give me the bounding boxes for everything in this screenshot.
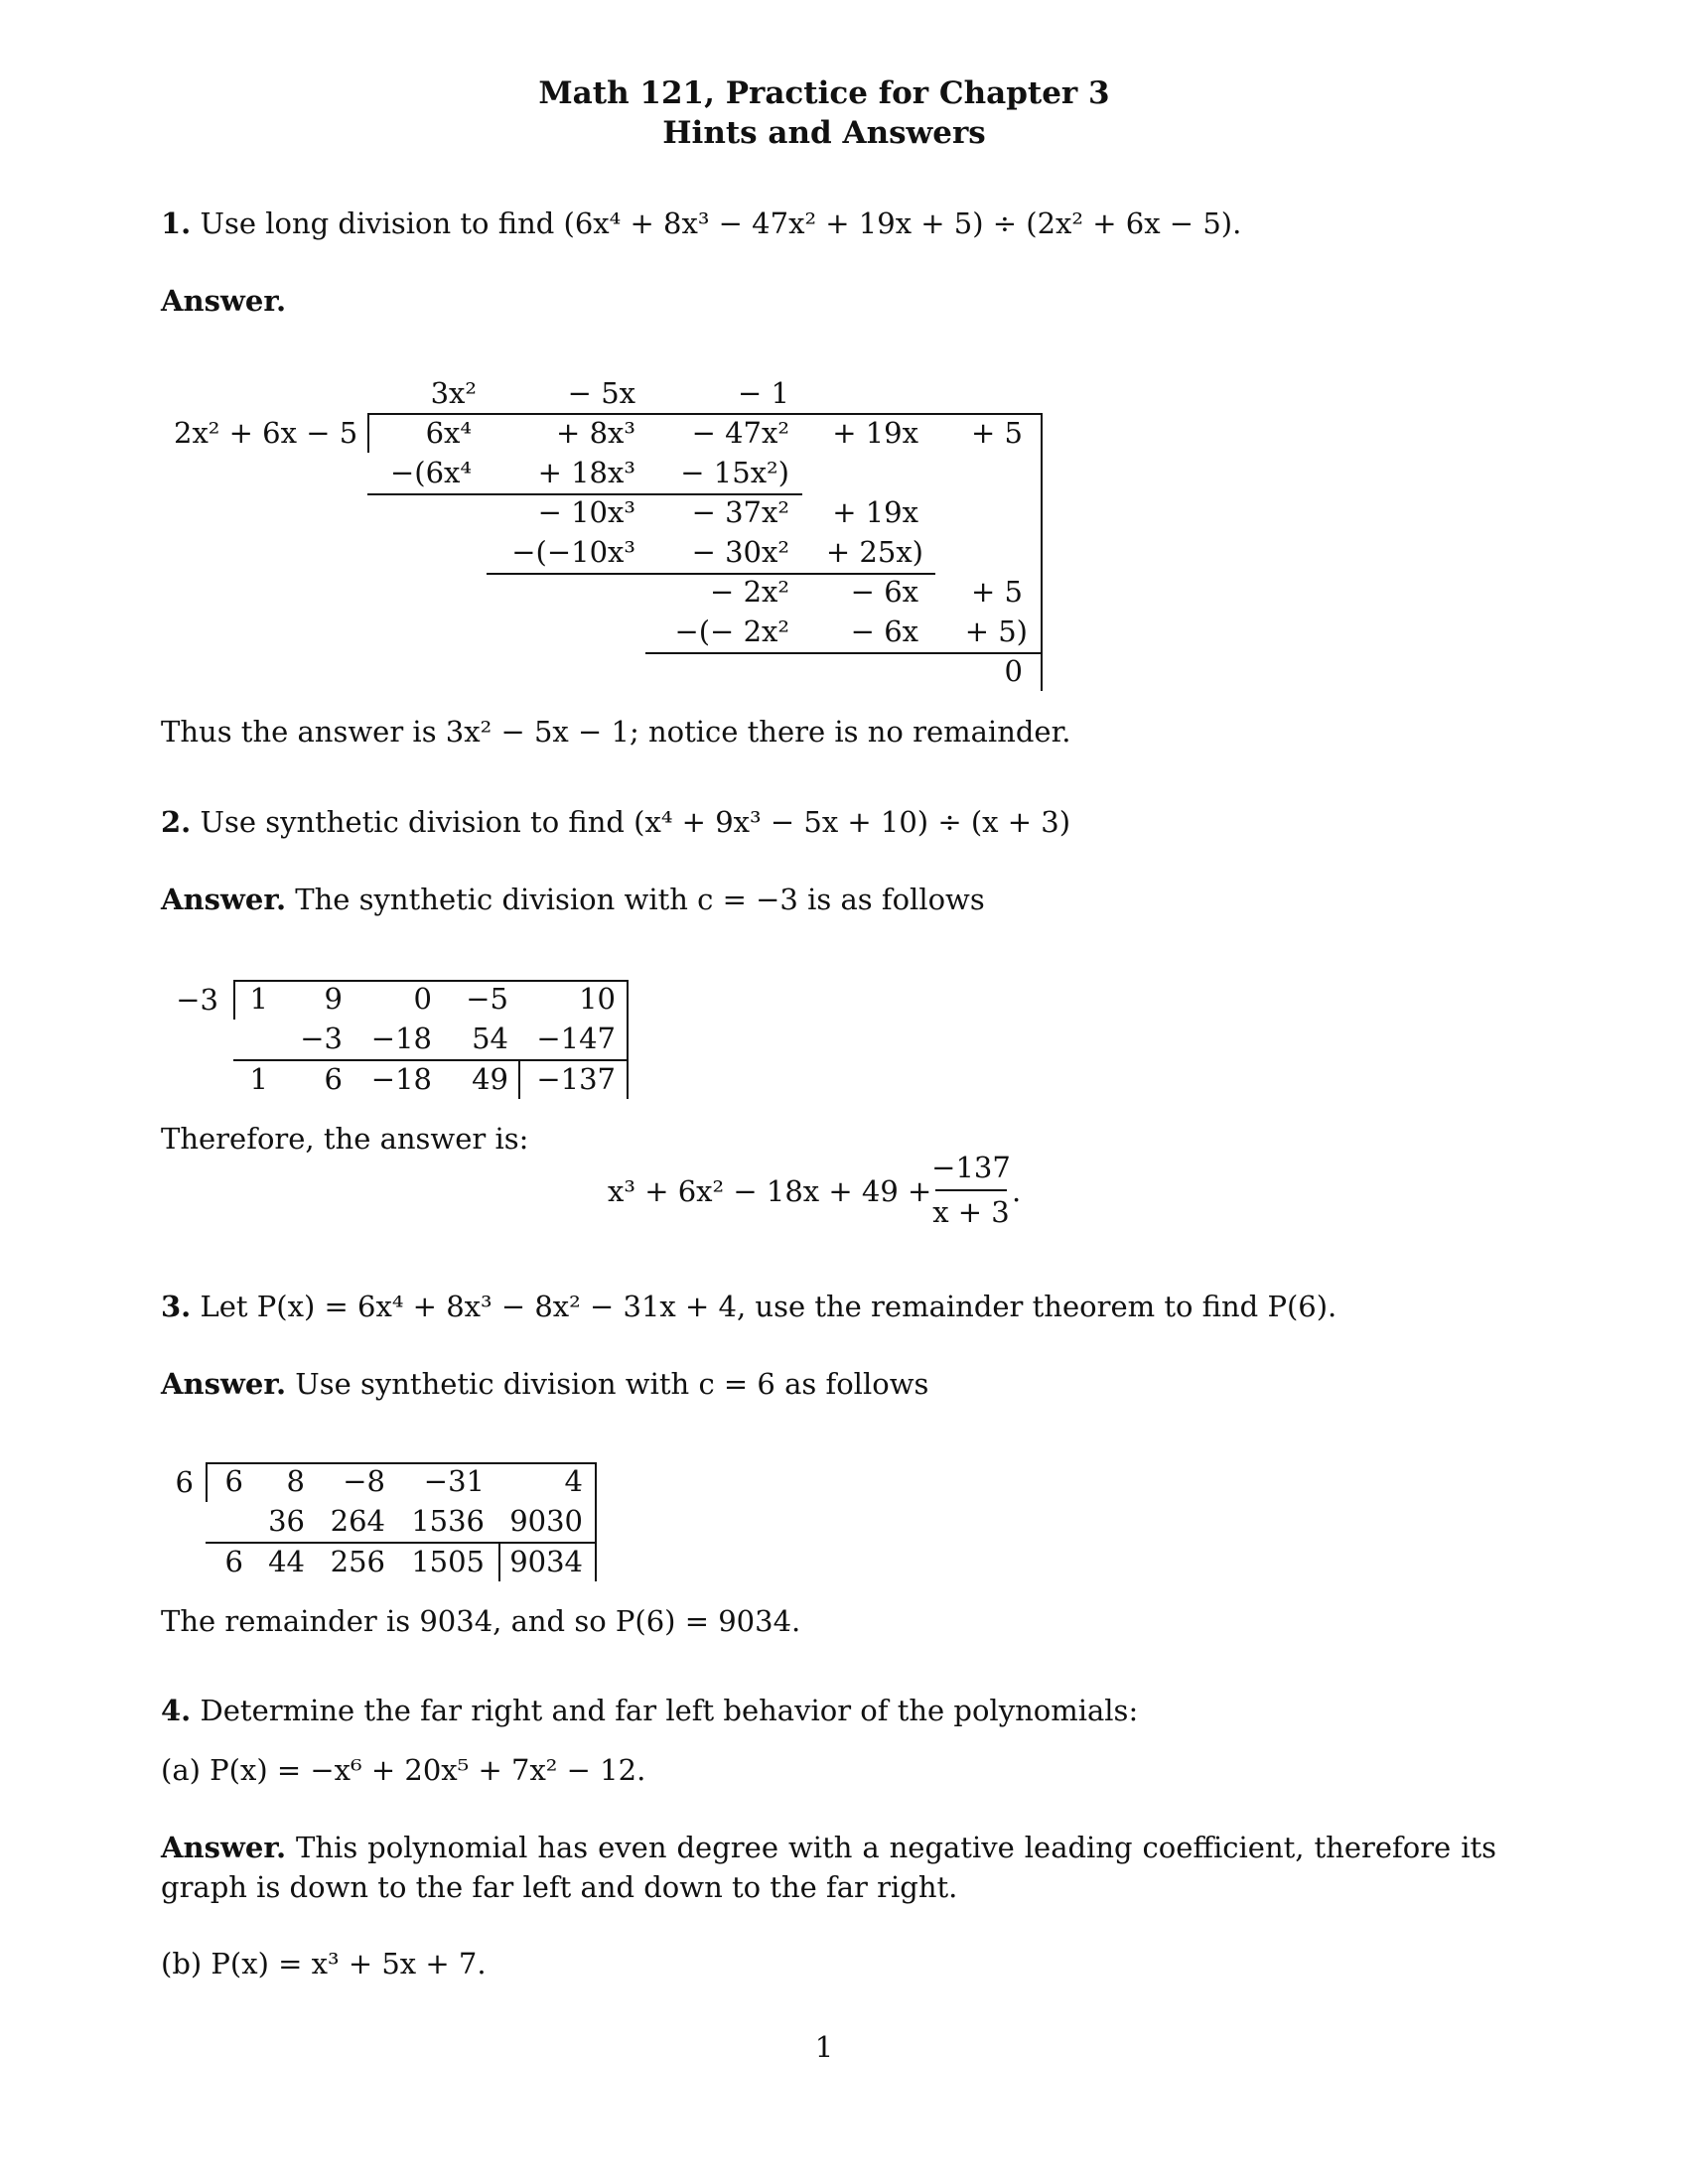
answer-label: Answer. (161, 1831, 287, 1864)
subtraction-term: −(6x⁴ (389, 456, 472, 489)
page-number: 1 (814, 2030, 834, 2064)
table-cell: 9030 (509, 1504, 583, 1538)
division-bracket-right (1041, 413, 1043, 691)
question-number: 1. (161, 206, 192, 240)
table-rule (498, 1542, 500, 1581)
remainder-term: + 5 (971, 575, 1023, 609)
dividend-term: + 19x (832, 416, 918, 450)
question-1 (161, 204, 1496, 243)
result-polynomial: x³ + 6x² − 18x + 49 + (608, 1174, 932, 1208)
result-denominator: x + 3 (932, 1195, 1010, 1229)
quotient-term: 3x² (430, 376, 477, 410)
table-cell: −31 (423, 1464, 485, 1498)
remainder-term: − 2x² (710, 575, 789, 609)
table-cell: −8 (343, 1464, 385, 1498)
dividend-term: 6x⁴ (425, 416, 472, 450)
table-cell: 0 (413, 982, 432, 1016)
table-rule (518, 1059, 520, 1099)
dividend-term: + 8x³ (556, 416, 635, 450)
subtraction-term: − 15x²) (680, 456, 789, 489)
division-bracket-left (367, 413, 369, 453)
remainder-term: − 37x² (691, 495, 789, 529)
subtraction-term: + 25x) (825, 535, 923, 569)
table-cell: 10 (579, 982, 616, 1016)
answer-text: The synthetic division with c = −3 is as follows (295, 883, 985, 916)
question-4 (161, 1691, 1496, 1730)
divisor: 2x² + 6x − 5 (174, 416, 358, 450)
subtraction-term: + 18x³ (537, 456, 635, 489)
table-cell: 1 (249, 1062, 268, 1096)
table-cell: 6 (224, 1545, 243, 1578)
table-cell: 44 (268, 1545, 305, 1578)
table-cell: 1536 (411, 1504, 485, 1538)
table-cell: 4 (564, 1464, 583, 1498)
question-text: Use long division to find (6x⁴ + 8x³ − 47x² + 19x + 5) ÷ (2x² + 6x − 5). (200, 206, 1242, 240)
remainder-term: + 19x (832, 495, 918, 529)
table-cell: 264 (330, 1504, 385, 1538)
question-3 (161, 1287, 1496, 1326)
table-cell: 256 (330, 1545, 385, 1578)
quotient-term: − 1 (738, 376, 789, 410)
q4-part-b: (b) P(x) = x³ + 5x + 7. (161, 1947, 487, 1980)
table-cell: 6 (224, 1464, 243, 1498)
question-text: Use synthetic division to find (x⁴ + 9x³ − 5x + 10) ÷ (x + 3) (200, 805, 1071, 839)
subtraction-term: − 30x² (691, 535, 789, 569)
table-rule (206, 1462, 208, 1502)
table-cell: 9034 (509, 1545, 583, 1578)
answer-label: Answer. (161, 883, 287, 916)
quotient-term: − 5x (567, 376, 635, 410)
synthetic-c: 6 (175, 1465, 194, 1499)
dividend-term: + 5 (971, 416, 1023, 450)
fraction-bar (935, 1189, 1007, 1191)
table-cell: 6 (324, 1062, 343, 1096)
table-cell: 8 (286, 1464, 305, 1498)
answer-label: Answer. (161, 1367, 287, 1401)
q2-therefore: Therefore, the answer is: (161, 1122, 529, 1156)
question-text: Determine the far right and far left behavior of the polynomials: (200, 1694, 1139, 1727)
table-cell: 54 (472, 1022, 508, 1055)
answer-text: This polynomial has even degree with a negative leading coefficient, therefore its graph is down to the far left and down to the far right. (161, 1831, 1497, 1904)
dividend-term: − 47x² (691, 416, 789, 450)
q4-part-a: (a) P(x) = −x⁶ + 20x⁵ + 7x² − 12. (161, 1753, 646, 1787)
page-title: Math 121, Practice for Chapter 3 (538, 75, 1110, 111)
table-cell: −18 (370, 1062, 432, 1096)
table-cell: 49 (472, 1062, 508, 1096)
answer-text: Use synthetic division with c = 6 as follows (295, 1367, 929, 1401)
q3-conclusion: The remainder is 9034, and so P(6) = 9034. (161, 1604, 801, 1638)
question-number: 2. (161, 805, 192, 839)
table-cell: 36 (268, 1504, 305, 1538)
table-cell: −137 (536, 1062, 616, 1096)
q3-answer (161, 1364, 1496, 1404)
table-rule (595, 1462, 597, 1581)
question-number: 3. (161, 1290, 192, 1323)
table-cell: −5 (466, 982, 508, 1016)
q2-answer (161, 880, 1496, 919)
result-numerator: −137 (931, 1151, 1011, 1184)
question-text: Let P(x) = 6x⁴ + 8x³ − 8x² − 31x + 4, use the remainder theorem to find P(6). (200, 1290, 1337, 1323)
subtraction-term: − 6x (850, 614, 918, 648)
table-cell: 1505 (411, 1545, 485, 1578)
table-cell: −147 (536, 1022, 616, 1055)
table-rule (233, 980, 235, 1020)
remainder-term: − 6x (850, 575, 918, 609)
result-period: . (1012, 1174, 1022, 1208)
subtraction-term: −(− 2x² (674, 614, 789, 648)
question-2 (161, 802, 1496, 842)
synthetic-c: −3 (176, 983, 218, 1017)
q4-answer (161, 1828, 1496, 1907)
table-cell: −3 (300, 1022, 343, 1055)
question-number: 4. (161, 1694, 192, 1727)
answer-label: Answer. (161, 284, 287, 318)
table-rule (627, 980, 629, 1099)
table-cell: 9 (324, 982, 343, 1016)
final-remainder: 0 (1004, 654, 1023, 688)
table-cell: 1 (249, 982, 268, 1016)
remainder-term: − 10x³ (537, 495, 635, 529)
q1-conclusion: Thus the answer is 3x² − 5x − 1; notice there is no remainder. (161, 715, 1071, 749)
page-subtitle: Hints and Answers (662, 115, 986, 151)
subtraction-term: + 5) (964, 614, 1028, 648)
subtraction-term: −(−10x³ (511, 535, 635, 569)
table-cell: −18 (370, 1022, 432, 1055)
